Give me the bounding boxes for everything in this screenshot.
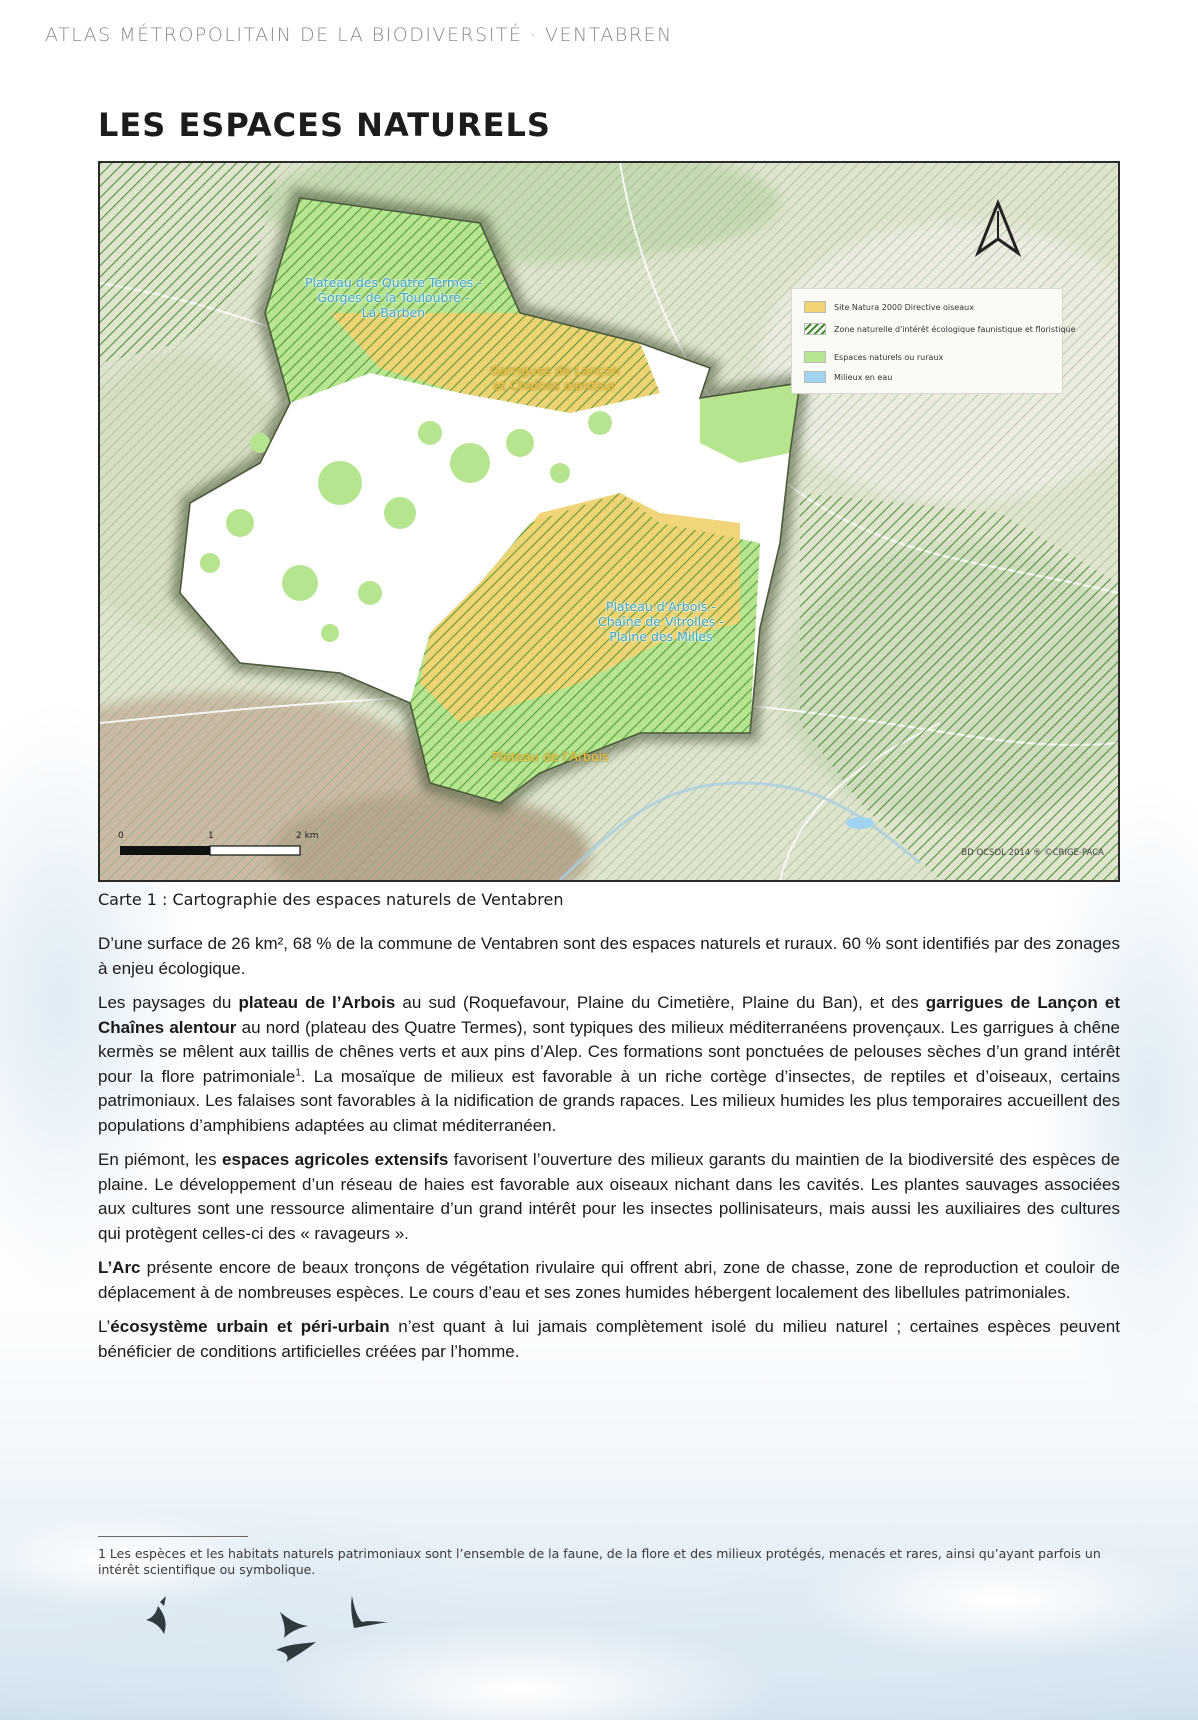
page-title: LES ESPACES NATURELS <box>98 106 551 144</box>
footnote-ref: 1 <box>295 1066 301 1078</box>
map-label-garrigues-line2: et Chaînes alentour <box>493 378 617 393</box>
swift-birds-icon <box>140 1592 400 1692</box>
map-label-quatre-termes-line1: Plateau des Quatre Termes - <box>305 275 482 290</box>
scale-label-2: 2 km <box>296 831 319 841</box>
map-label-arbois-natura <box>492 749 609 764</box>
natural-spaces-map <box>98 161 1120 882</box>
paragraph-1: D’une surface de 26 km², 68 % de la commune de Ventabren sont des espaces naturels et ruraux. 60 % sont identifiés par des zonages à enjeu écologique. <box>98 934 1120 978</box>
legend-swatch-znieff <box>804 323 826 335</box>
legend-swatch-natura <box>804 301 826 313</box>
legend-item-espaces <box>804 351 943 363</box>
paragraph-5 <box>98 1315 1120 1364</box>
legend-label-eau: Milieux en eau <box>834 372 893 382</box>
map-label-quatre-termes-line3: La Barben <box>361 305 426 320</box>
legend-swatch-espaces <box>804 351 826 363</box>
legend-item-znieff <box>804 323 1076 335</box>
scale-label-1: 1 <box>208 831 214 841</box>
legend-label-znieff: Zone naturelle d'intérêt écologique faunistique et floristique <box>834 324 1076 334</box>
map-label-arbois-line3: Plaine des Milles <box>609 629 713 644</box>
p2-text-2: au sud (Roquefavour, Plaine du Cimetière, Plaine du Ban), et des <box>395 993 926 1012</box>
map-credit: BD OCSOL 2014 ® ©CRIGE-PACA <box>961 848 1104 858</box>
p2-text-1: Les paysages du <box>98 993 239 1012</box>
footnote: 1 Les espèces et les habitats naturels patrimoniaux sont l’ensemble de la faune, de la flore et des milieux protégés, menacés et rares, ainsi qu’ayant parfois un intérêt scientifique ou symbolique. <box>98 1546 1101 1577</box>
map-label-arbois-line2: Chaîne de Vitrolles - <box>598 614 724 629</box>
p4-bold-arc: L’Arc <box>98 1258 141 1277</box>
map-canvas <box>100 163 1118 880</box>
map-label-quatre-termes-line2: Gorges de la Touloubre - <box>317 290 470 305</box>
map-caption: Carte 1 : Cartographie des espaces naturels de Ventabren <box>98 890 564 909</box>
p3-bold-agricoles: espaces agricoles extensifs <box>222 1150 449 1169</box>
p5-text-1: L’ <box>98 1317 111 1336</box>
legend-item-natura <box>804 301 974 313</box>
p5-bold-urbain: écosystème urbain et péri-urbain <box>110 1317 390 1336</box>
map-label-quatre-termes <box>305 275 482 320</box>
map-label-arbois-natura-text: Plateau de l'Arbois <box>492 749 609 764</box>
map-label-arbois <box>598 599 724 644</box>
p2-bold-garrigues: garrigues de Lançon et Chaînes alentour <box>98 993 1120 1037</box>
legend-item-eau <box>804 371 892 383</box>
map-label-arbois-line1: Plateau d'Arbois - <box>605 599 716 614</box>
p3-text-1: En piémont, les <box>98 1150 223 1169</box>
paragraph-2 <box>98 991 1120 1138</box>
footnote-rule <box>98 1536 248 1537</box>
map-label-garrigues-line1: Garrigues de Lançon <box>490 363 620 378</box>
map-label-garrigues <box>490 363 620 393</box>
scale-bar <box>120 846 300 855</box>
paragraph-3 <box>98 1148 1120 1246</box>
paragraph-4 <box>98 1256 1120 1305</box>
p2-bold-arbois: plateau de l’Arbois <box>238 993 396 1012</box>
p4-text-1: présente encore de beaux tronçons de végétation rivulaire qui offrent abri, zone de chasse, zone de reproduction et couloir de déplacement à de nombreuses espèces. Le cours d’eau et ses zones humides hébergent localement des libellules patrimoniales. <box>98 1258 1120 1302</box>
p2-text-4: . La mosaïque de milieux est favorable à un riche cortège d’insectes, de reptiles et d’oiseaux, certains patrimoniaux. Les falaises sont favorables à la nidification de grands rapaces. Les milieux humides les plus temporaires accueillent des populations d’amphibiens adaptées au climat méditerranéen. <box>98 1066 1120 1135</box>
scale-label-0: 0 <box>118 831 124 841</box>
p5-text-2: n’est quant à lui jamais complètement isolé du milieu naturel ; certaines espèces peuvent bénéficier de conditions artificielles créées par l’homme. <box>98 1317 1120 1361</box>
p3-text-2: favorisent l’ouverture des milieux garants du maintien de la biodiversité des espèces de plaine. Le développement d’un réseau de haies est favorable aux oiseaux nichant dans les cavités. Les plantes sauvages associées aux cultures sont une ressource alimentaire d’un grand intérêt pour les insectes pollinisateurs, mais aussi les auxiliaires des cultures qui protègent celles-ci des « ravageurs ». <box>98 1150 1120 1243</box>
legend-swatch-eau <box>804 371 826 383</box>
body-text <box>98 932 1120 1374</box>
map-legend <box>791 288 1076 394</box>
running-header: ATLAS MÉTROPOLITAIN DE LA BIODIVERSITÉ · VENTABREN <box>45 24 673 46</box>
p2-text-3: au nord (plateau des Quatre Termes), sont typiques des milieux méditerranéens provençaux. Les garrigues à chêne kermès se mêlent aux taillis de chênes verts et aux pins d’Alep. Ces formations sont ponctuées de pelouses sèches d’un grand intérêt pour la flore patrimoniale <box>98 1017 1120 1086</box>
legend-label-natura: Site Natura 2000 Directive oiseaux <box>834 302 974 312</box>
legend-label-espaces: Espaces naturels ou ruraux <box>834 352 944 362</box>
